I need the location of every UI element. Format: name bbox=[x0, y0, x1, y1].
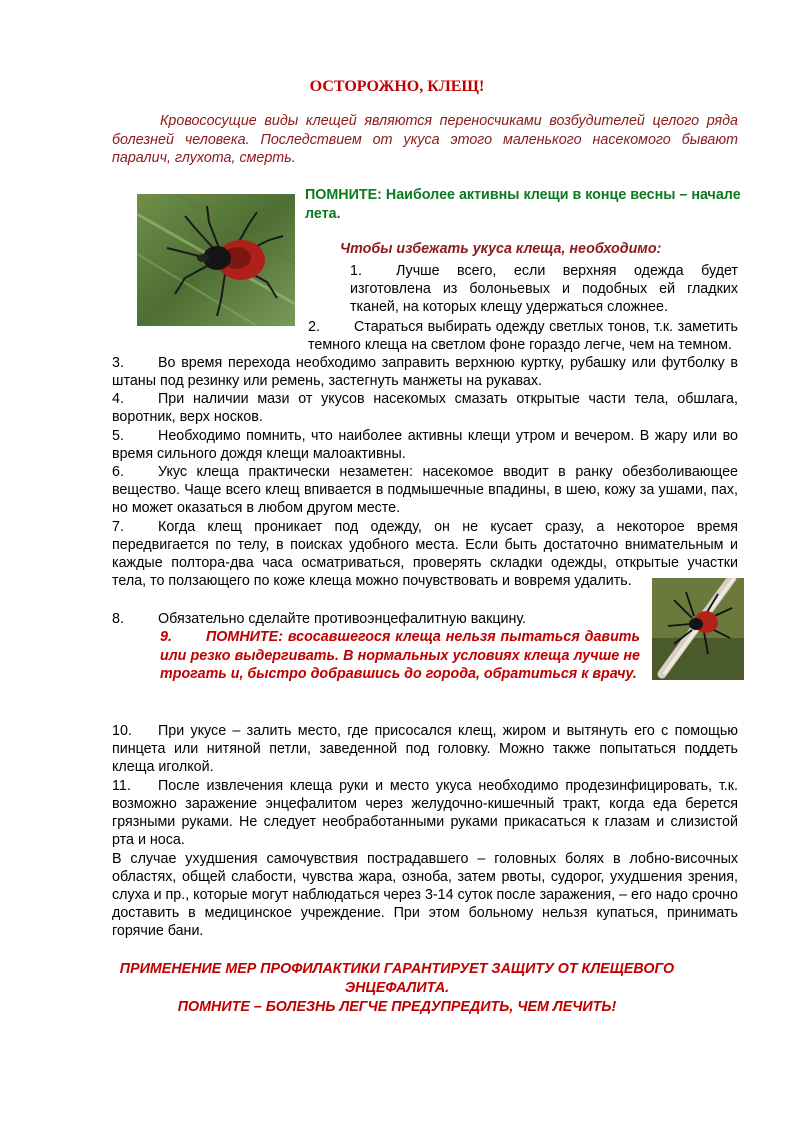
intro-paragraph: Кровососущие виды клещей являются переносчиками возбудителей целого ряда болезней человека. Последствием от укуса этого маленького насекомого бывают паралич, глухота, смерть. bbox=[112, 113, 738, 166]
list-item: 11. После извлечения клеща руки и место укуса необходимо продезинфицировать, т.к. возможно заражение энцефалитом через желудочно-кишечный тракт, когда еда берется грязными руками. Не следует необработанными руками прикасаться к глазам и слизистой рта и носа. bbox=[112, 778, 738, 848]
list-item: 4. При наличии мази от укусов насекомых смазать открытые части тела, обшлага, воротник, верх носков. bbox=[112, 391, 738, 425]
list-item: 1. Лучше всего, если верхняя одежда будет изготовлена из болоньевых и подобных ей гладких тканей, на которых клещу удержаться сложнее. bbox=[350, 263, 738, 315]
footer-callout bbox=[0, 960, 794, 1017]
closing-paragraph: В случае ухудшения самочувствия пострадавшего – головных болях в лобно-височных областях, общей слабости, чувства жара, озноба, затем рвоты, судорог, ухудшения зрения, слуха и пр., которые могут наблюдаться через 3-14 суток после заражения, – его надо срочно доставить в медицинское учреждение. При этом больному нельзя купаться, принимать горячие бани. bbox=[112, 851, 738, 939]
list-item: 5. Необходимо помнить, что наиболее активны клещи утром и вечером. В жару или во время сильного дождя клещи малоактивны. bbox=[112, 428, 738, 462]
list-item: 8. Обязательно сделайте противоэнцефалитную вакцину. bbox=[112, 611, 527, 627]
page-title: ОСТОРОЖНО, КЛЕЩ! bbox=[309, 78, 485, 95]
tick-on-stem-photo bbox=[652, 578, 744, 680]
footer-line-1: ПРИМЕНЕНИЕ МЕР ПРОФИЛАКТИКИ ГАРАНТИРУЕТ ЗАЩИТУ ОТ КЛЕЩЕВОГО ЭНЦЕФАЛИТА. bbox=[119, 961, 675, 996]
list-item: 6. Укус клеща практически незаметен: насекомое вводит в ранку обезболивающее вещество. Чаще всего клещ впивается в подмышечные впадины, в шею, кожу за ушами, пах, но может оказаться в любом другом месте. bbox=[112, 464, 738, 516]
tick-on-leaf-photo bbox=[137, 194, 295, 326]
prevention-subheading: Чтобы избежать укуса клеща, необходимо: bbox=[340, 241, 662, 257]
list-item: 3. Во время перехода необходимо заправить верхнюю куртку, рубашку или футболку в штаны под резинку или ремень, застегнуть манжеты на рукавах. bbox=[112, 355, 738, 389]
list-item: 2. Стараться выбирать одежду светлых тонов, т.к. заметить темного клеща на светлом фоне гораздо легче, чем на темном. bbox=[308, 319, 738, 353]
footer-line-2: ПОМНИТЕ – БОЛЕЗНЬ ЛЕГЧЕ ПРЕДУПРЕДИТЬ, ЧЕМ ЛЕЧИТЬ! bbox=[177, 999, 617, 1015]
list-item: 7. Когда клещ проникает под одежду, он не кусает сразу, а некоторое время передвигается по телу, в поисках удобного места. Если быть достаточно внимательным и каждые полтора-два часа осматриваться, проверять складки одежды, открытые участки тела, то ползающего по коже клеща можно почувствовать и вовремя удалить. bbox=[112, 519, 738, 589]
list-item-warning: 9. ПОМНИТЕ: всосавшегося клеща нельзя пытаться давить или резко выдергивать. В нормальных условиях клеща лучше не трогать и, быстро добравшись до города, обратиться к врачу. bbox=[160, 629, 640, 682]
list-item: 10. При укусе – залить место, где присосался клещ, жиром и вытянуть его с помощью пинцета или нитяной петли, заведенной под головку. Можно также попытаться поддеть клеща иголкой. bbox=[112, 723, 738, 775]
remember-note: ПОМНИТЕ: Наиболее активны клещи в конце весны – начале лета. bbox=[305, 187, 741, 222]
